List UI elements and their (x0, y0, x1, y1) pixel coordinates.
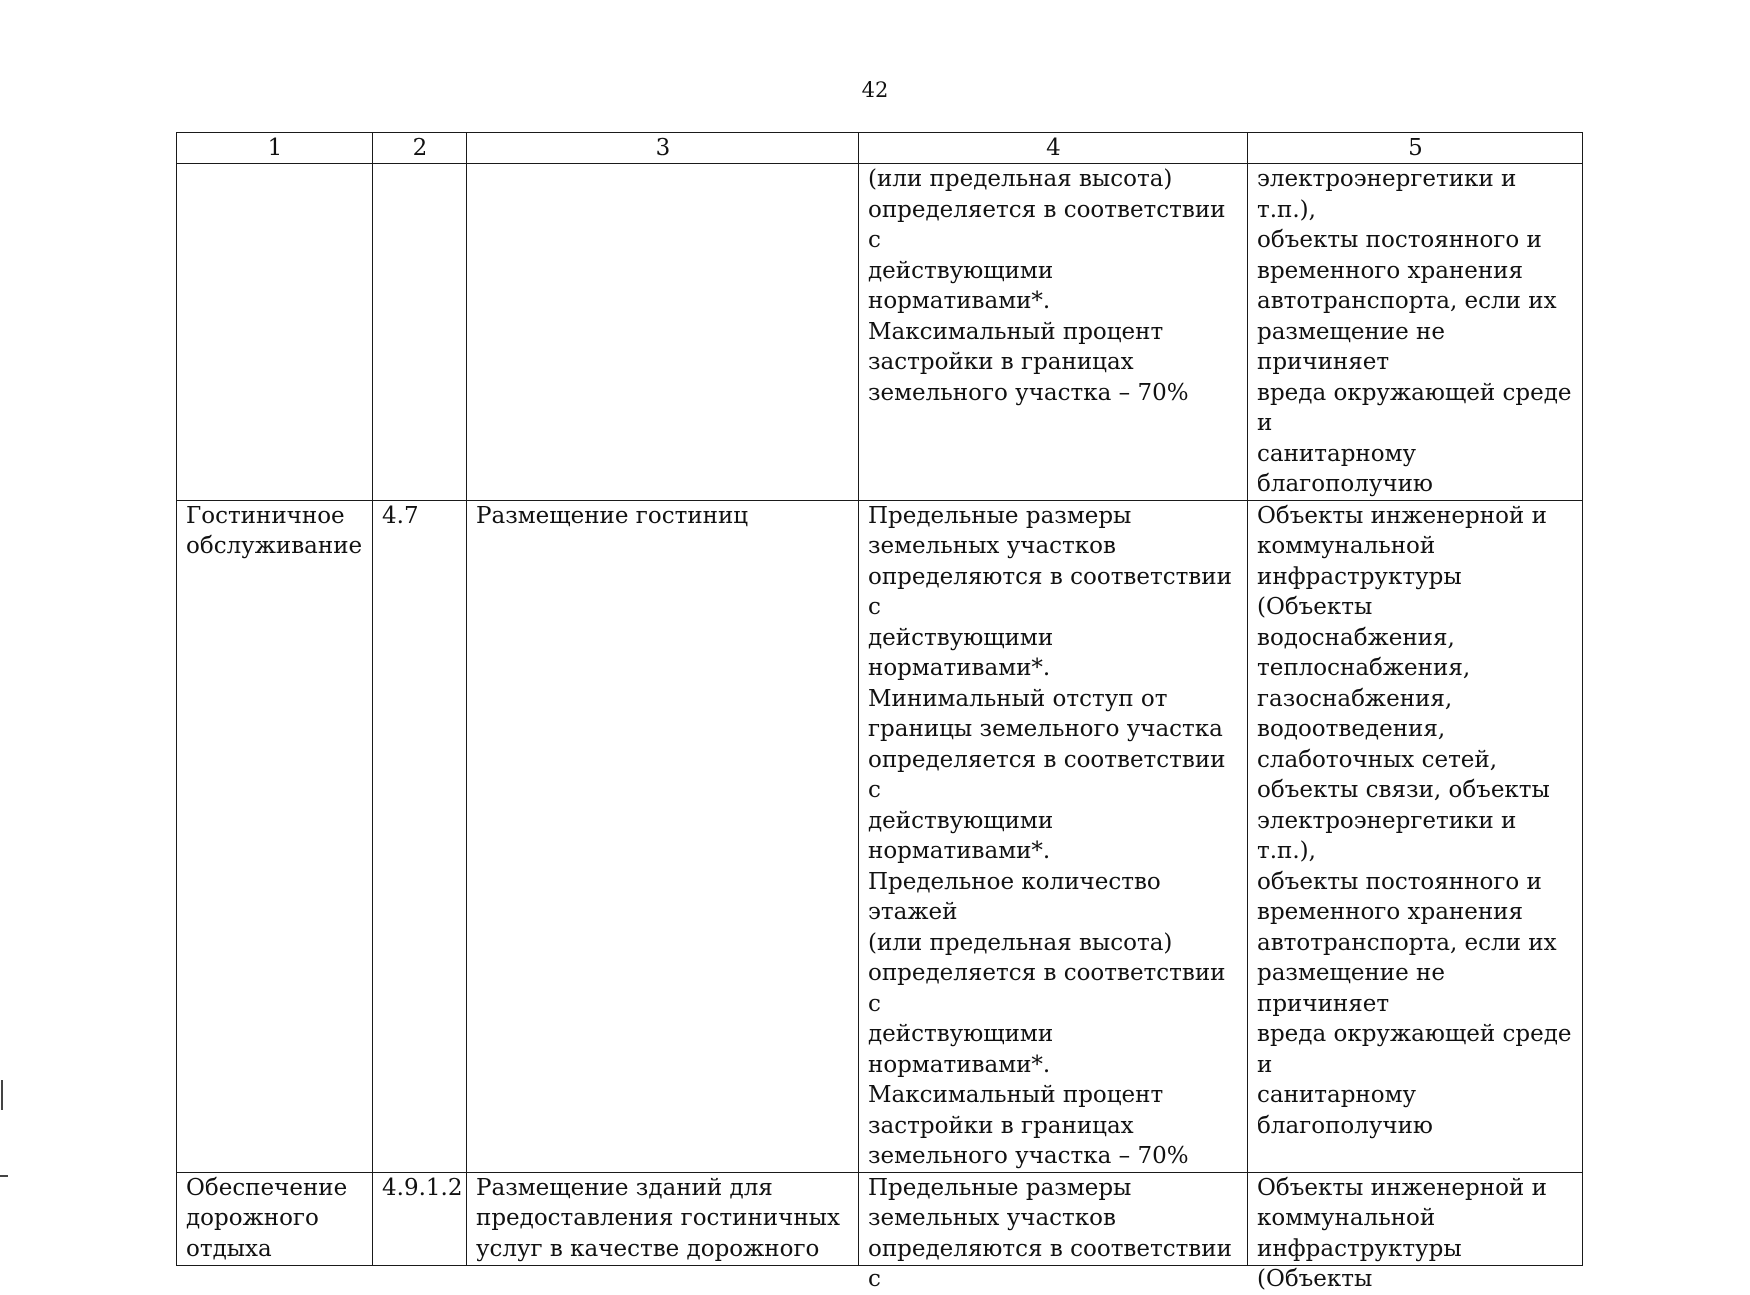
scan-margin-mark (1, 1080, 3, 1110)
table-row (177, 164, 1583, 501)
code-cell (373, 1172, 467, 1265)
page-number: 42 (861, 78, 889, 102)
parameters-cell: Предельные размеры земельных участков определяются в соответствии с действующими нормативами*. Минимальный отступ от границы земельного участка определяется в соответствии с действующими нормативами*. Предельное количество этажей (или предельная высота) определяется в соответствии с действующими нормативами*. Максимальный процент застройки в границах земельного участка – 70% (859, 500, 1248, 1172)
header-cell: 2 (373, 133, 467, 164)
regulations-table (176, 132, 1583, 1292)
description-cell: Размещение гостиниц (467, 500, 859, 1172)
table-row (177, 1172, 1583, 1265)
header-cell: 5 (1248, 133, 1583, 164)
parameters-cell: (или предельная высота) определяется в соответствии с действующими нормативами*. Максимальный процент застройки в границах земельного участка – 70% (859, 164, 1248, 501)
header-cell: 3 (467, 133, 859, 164)
code-cell: 4.7 (373, 500, 467, 1172)
parameters-cell (859, 1172, 1248, 1292)
header-cell: 4 (859, 133, 1248, 164)
code-text: 4.9.1.2 (382, 1174, 463, 1201)
table-header-row (177, 133, 1583, 164)
parameters-text: Предельные размеры земельных участков определяются в соответствии с (868, 1174, 1232, 1292)
auxiliary-uses-cell (1248, 1172, 1583, 1292)
header-cell: 1 (177, 133, 373, 164)
auxiliary-uses-cell: Объекты инженерной и коммунальной инфраструктуры (Объекты водоснабжения, теплоснабжения, газоснабжения, водоотведения, слаботочных сетей, объекты связи, объекты электроэнергетики и т.п.), объекты постоянного и временного хранения автотранспорта, если их размещение не причиняет вреда окружающей среде и санитарному благополучию (1248, 500, 1583, 1172)
description-text: Размещение зданий для предоставления гостиничных услуг в качестве дорожного (476, 1174, 840, 1262)
use-type-cell (177, 164, 373, 501)
use-type-text: Обеспечение дорожного отдыха (186, 1174, 348, 1262)
scan-margin-mark (0, 1175, 8, 1177)
auxiliary-uses-text: Объекты инженерной и коммунальной инфраструктуры (Объекты (1257, 1174, 1547, 1292)
code-cell (373, 164, 467, 501)
description-cell (467, 1172, 859, 1265)
table-row (177, 500, 1583, 1172)
use-type-cell (177, 1172, 373, 1265)
use-type-cell: Гостиничное обслуживание (177, 500, 373, 1172)
auxiliary-uses-cell: электроэнергетики и т.п.), объекты постоянного и временного хранения автотранспорта, если их размещение не причиняет вреда окружающей среде и санитарному благополучию (1248, 164, 1583, 501)
description-cell (467, 164, 859, 501)
